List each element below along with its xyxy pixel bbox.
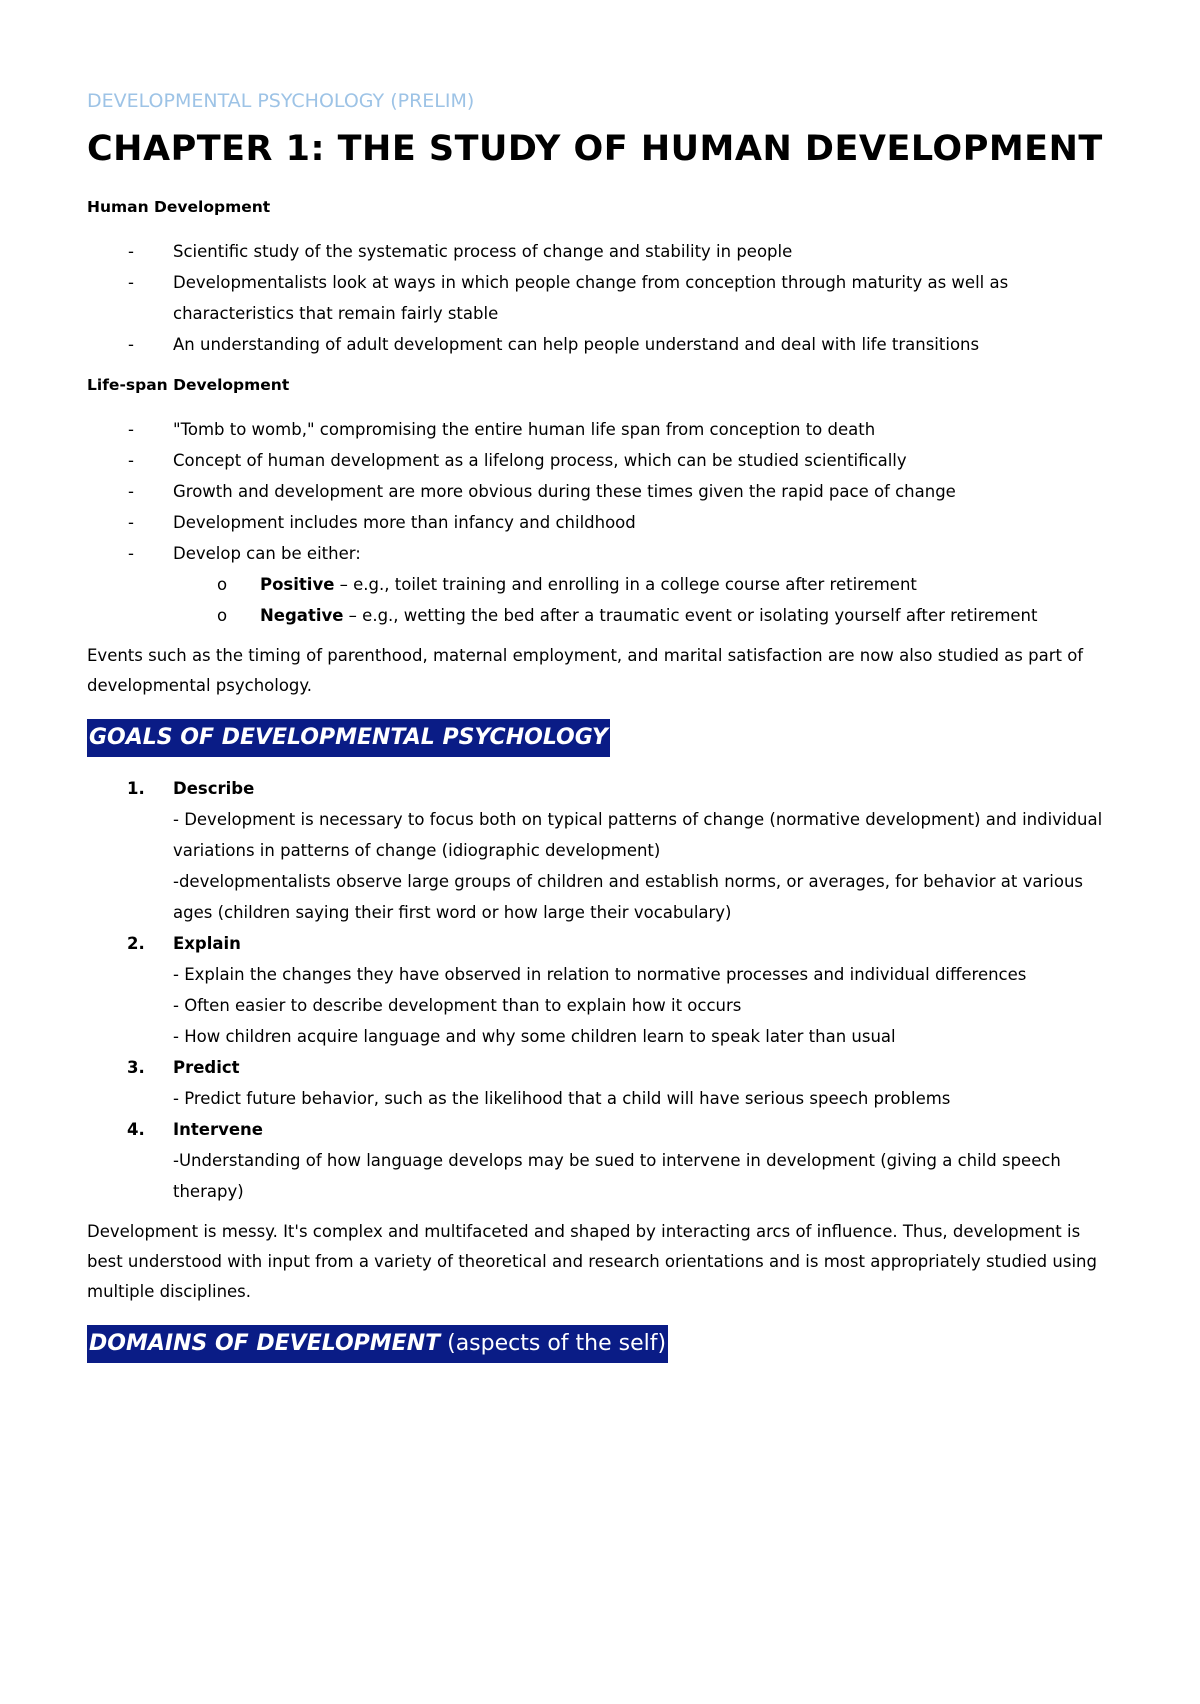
- events-paragraph: Events such as the timing of parenthood, maternal employment, and marital satisfaction are now also studied as part of developmental psychology.: [87, 646, 1084, 695]
- list-item: - Developmentalists look at ways in which people change from conception through maturity as well as characteristics that remain fairly stable: [87, 267, 1110, 329]
- chapter-title: CHAPTER 1: THE STUDY OF HUMAN DEVELOPMENT: [87, 129, 1103, 169]
- goal-number: 3.: [127, 1058, 145, 1077]
- goal-line: -Understanding of how language develops may be sued to intervene in development (giving a child speech therapy): [173, 1151, 1061, 1201]
- goal-title: Intervene: [173, 1120, 263, 1139]
- goal-title: Describe: [173, 779, 255, 798]
- domains-banner-wrap: [87, 1325, 1110, 1363]
- human-development-list: [87, 236, 1110, 360]
- term-negative: Negative: [260, 606, 344, 625]
- goal-title: Predict: [173, 1058, 240, 1077]
- list-item: - Scientific study of the systematic process of change and stability in people: [87, 236, 1110, 267]
- goal-number: 1.: [127, 779, 145, 798]
- list-item: - Development includes more than infancy and childhood: [87, 507, 1110, 538]
- domains-banner: [87, 1325, 668, 1363]
- goal-line: - Development is necessary to focus both on typical patterns of change (normative development) and individual variations in patterns of change (idiographic development): [173, 810, 1103, 860]
- heading-human-development: Human Development: [87, 198, 271, 216]
- goal-title: Explain: [173, 934, 241, 953]
- develop-types-list: [173, 569, 1110, 631]
- list-item: - Concept of human development as a lifelong process, which can be studied scientifically: [87, 445, 1110, 476]
- term-positive-text: – e.g., toilet training and enrolling in a college course after retirement: [334, 575, 917, 594]
- goal-line: - Explain the changes they have observed in relation to normative processes and individual differences: [173, 965, 1027, 984]
- course-label: DEVELOPMENTAL PSYCHOLOGY (PRELIM): [87, 90, 475, 112]
- heading-lifespan-development: Life-span Development: [87, 376, 290, 394]
- goals-list: [87, 773, 1110, 1207]
- goal-number: 4.: [127, 1120, 145, 1139]
- sub-list-item: [87, 600, 1110, 631]
- list-item: [87, 538, 1110, 631]
- goal-item: [87, 928, 1110, 1052]
- goal-item: [87, 773, 1110, 928]
- goal-line: -developmentalists observe large groups of children and establish norms, or averages, for behavior at various ages (children saying their first word or how large their vocabulary): [173, 872, 1083, 922]
- goals-banner-wrap: [87, 719, 1110, 757]
- list-item: - Growth and development are more obvious during these times given the rapid pace of change: [87, 476, 1110, 507]
- list-item-text: Develop can be either:: [173, 544, 361, 563]
- goals-banner: GOALS OF DEVELOPMENTAL PSYCHOLOGY: [87, 719, 610, 757]
- lifespan-development-list: [87, 414, 1110, 631]
- term-negative-text: – e.g., wetting the bed after a traumatic event or isolating yourself after retirement: [343, 606, 1038, 625]
- goal-item: [87, 1052, 1110, 1114]
- domains-banner-subtitle: (aspects of the self): [440, 1331, 667, 1356]
- goal-item: [87, 1114, 1110, 1207]
- sub-list-item: [87, 569, 1110, 600]
- messy-paragraph: Development is messy. It's complex and multifaceted and shaped by interacting arcs of influence. Thus, development is best understood with input from a variety of theoretical and research orientations and is most appropriately studied using multiple disciplines.: [87, 1222, 1097, 1301]
- list-item: - "Tomb to womb," compromising the entire human life span from conception to death: [87, 414, 1110, 445]
- goal-number: 2.: [127, 934, 145, 953]
- list-item: - An understanding of adult development can help people understand and deal with life transitions: [87, 329, 1110, 360]
- goal-line: - Often easier to describe development than to explain how it occurs: [173, 996, 742, 1015]
- domains-banner-title: DOMAINS OF DEVELOPMENT: [89, 1331, 441, 1356]
- goal-line: - How children acquire language and why some children learn to speak later than usual: [173, 1027, 896, 1046]
- goal-line: - Predict future behavior, such as the likelihood that a child will have serious speech problems: [173, 1089, 951, 1108]
- term-positive: Positive: [260, 575, 335, 594]
